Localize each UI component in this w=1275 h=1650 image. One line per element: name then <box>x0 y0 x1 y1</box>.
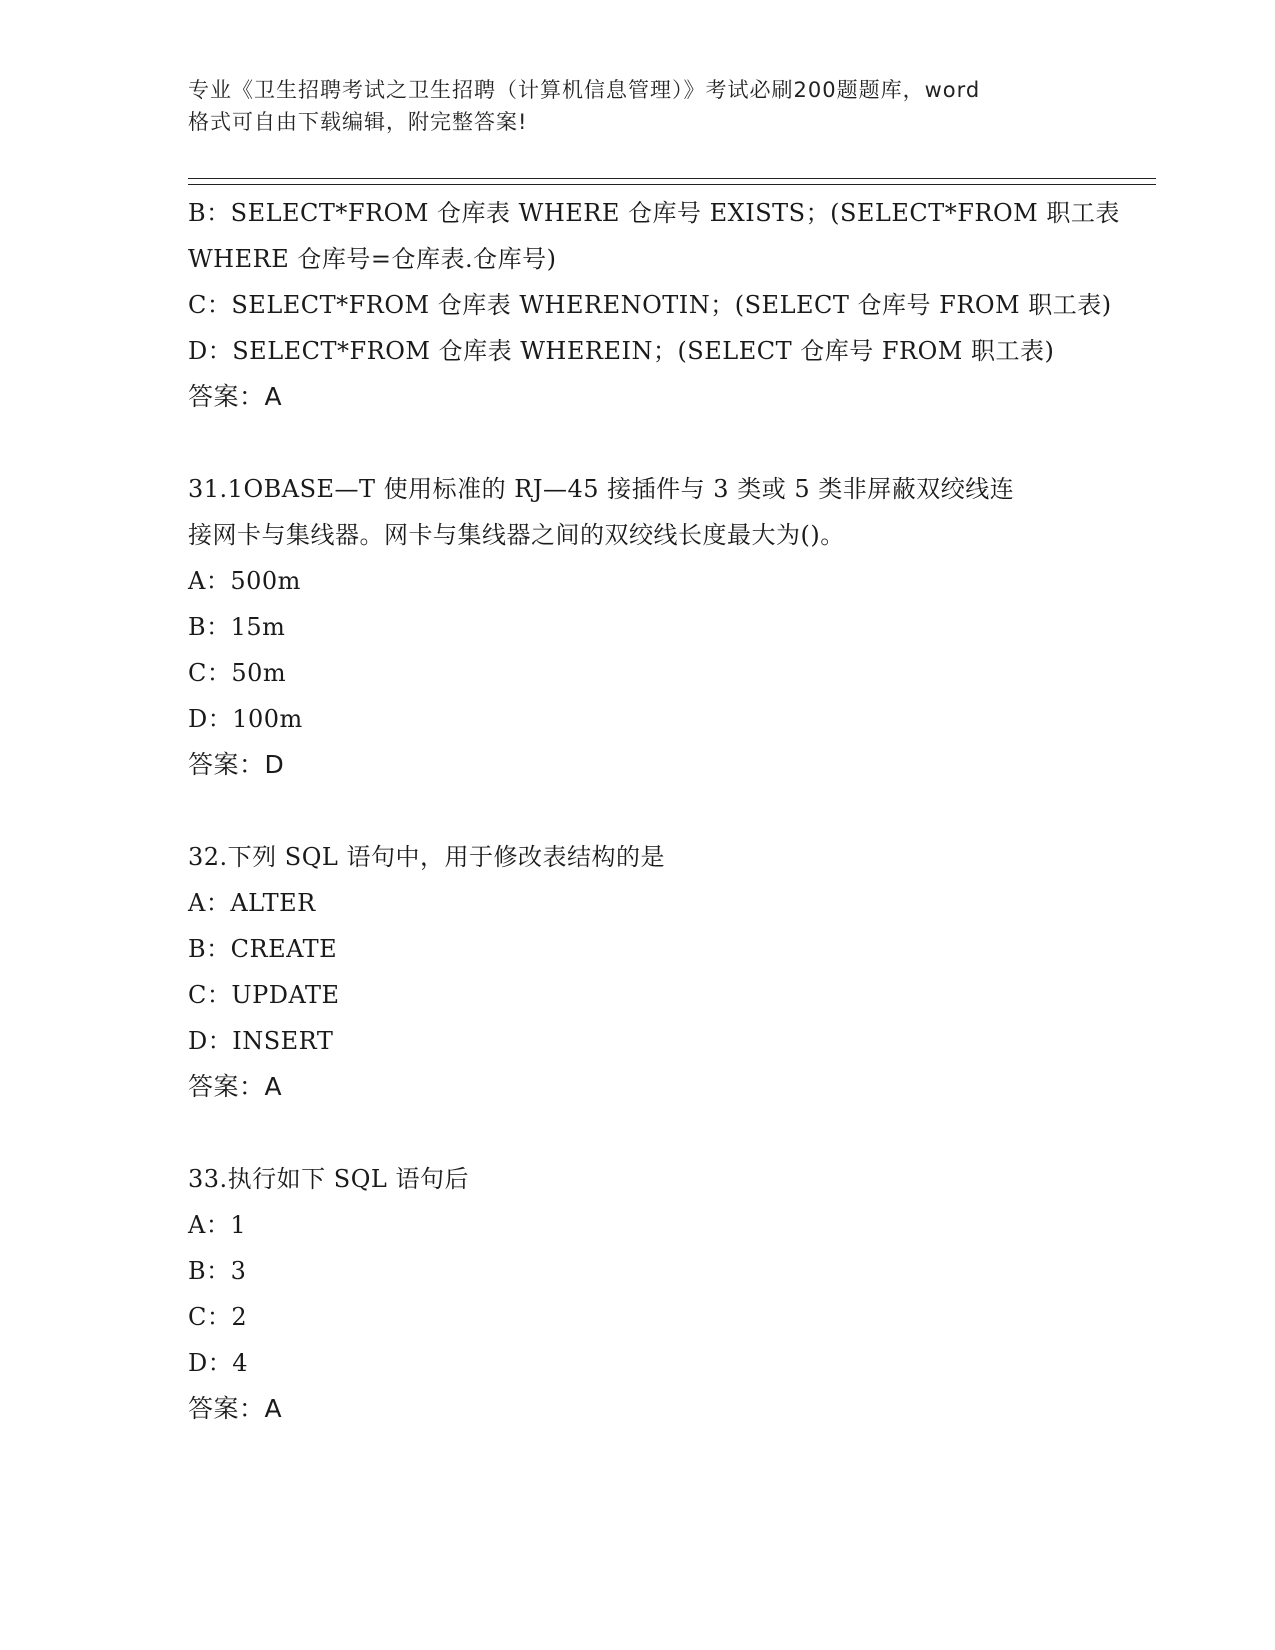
question-stem: 33.执行如下 SQL 语句后 <box>188 1165 469 1193</box>
option-c: C：UPDATE <box>188 981 340 1009</box>
option-b-continued: WHERE 仓库号=仓库表.仓库号) <box>188 245 557 273</box>
question-stem-continued: 接网卡与集线器。网卡与集线器之间的双绞线长度最大为()。 <box>188 521 845 549</box>
option-a: A：ALTER <box>188 889 316 917</box>
option-b: B：CREATE <box>188 935 338 963</box>
answer: 答案：A <box>188 382 283 411</box>
header-line-2: 格式可自由下载编辑，附完整答案! <box>188 110 528 134</box>
header-line-1: 专业《卫生招聘考试之卫生招聘（计算机信息管理）》考试必刷200题题库，word <box>188 78 981 102</box>
question-30-continued <box>188 190 1148 420</box>
option-c: C：50m <box>188 659 287 687</box>
option-c: C：SELECT*FROM 仓库表 WHERENOTIN；(SELECT 仓库号 FROM 职工表) <box>188 291 1112 319</box>
header-divider <box>188 178 1156 185</box>
option-a: A：500m <box>188 567 301 595</box>
option-b: B：SELECT*FROM 仓库表 WHERE 仓库号 EXISTS；(SELECT*FROM 职工表 <box>188 199 1120 227</box>
spacer <box>188 788 1148 834</box>
option-d: D：100m <box>188 705 303 733</box>
option-d: D：4 <box>188 1349 249 1377</box>
option-c: C：2 <box>188 1303 248 1331</box>
question-31 <box>188 466 1148 788</box>
question-33 <box>188 1156 1148 1432</box>
answer: 答案：D <box>188 750 285 779</box>
question-stem: 31.1OBASE—T 使用标准的 RJ—45 接插件与 3 类或 5 类非屏蔽双绞线连 <box>188 475 1015 503</box>
option-d: D：INSERT <box>188 1027 334 1055</box>
option-d: D：SELECT*FROM 仓库表 WHEREIN；(SELECT 仓库号 FROM 职工表) <box>188 337 1055 365</box>
option-a: A：1 <box>188 1211 247 1239</box>
document-header <box>188 74 1088 138</box>
option-b: B：15m <box>188 613 286 641</box>
question-list <box>188 190 1148 1432</box>
answer: 答案：A <box>188 1394 283 1423</box>
spacer <box>188 1110 1148 1156</box>
answer: 答案：A <box>188 1072 283 1101</box>
spacer <box>188 420 1148 466</box>
question-32 <box>188 834 1148 1110</box>
question-stem: 32.下列 SQL 语句中，用于修改表结构的是 <box>188 843 665 871</box>
option-b: B：3 <box>188 1257 247 1285</box>
